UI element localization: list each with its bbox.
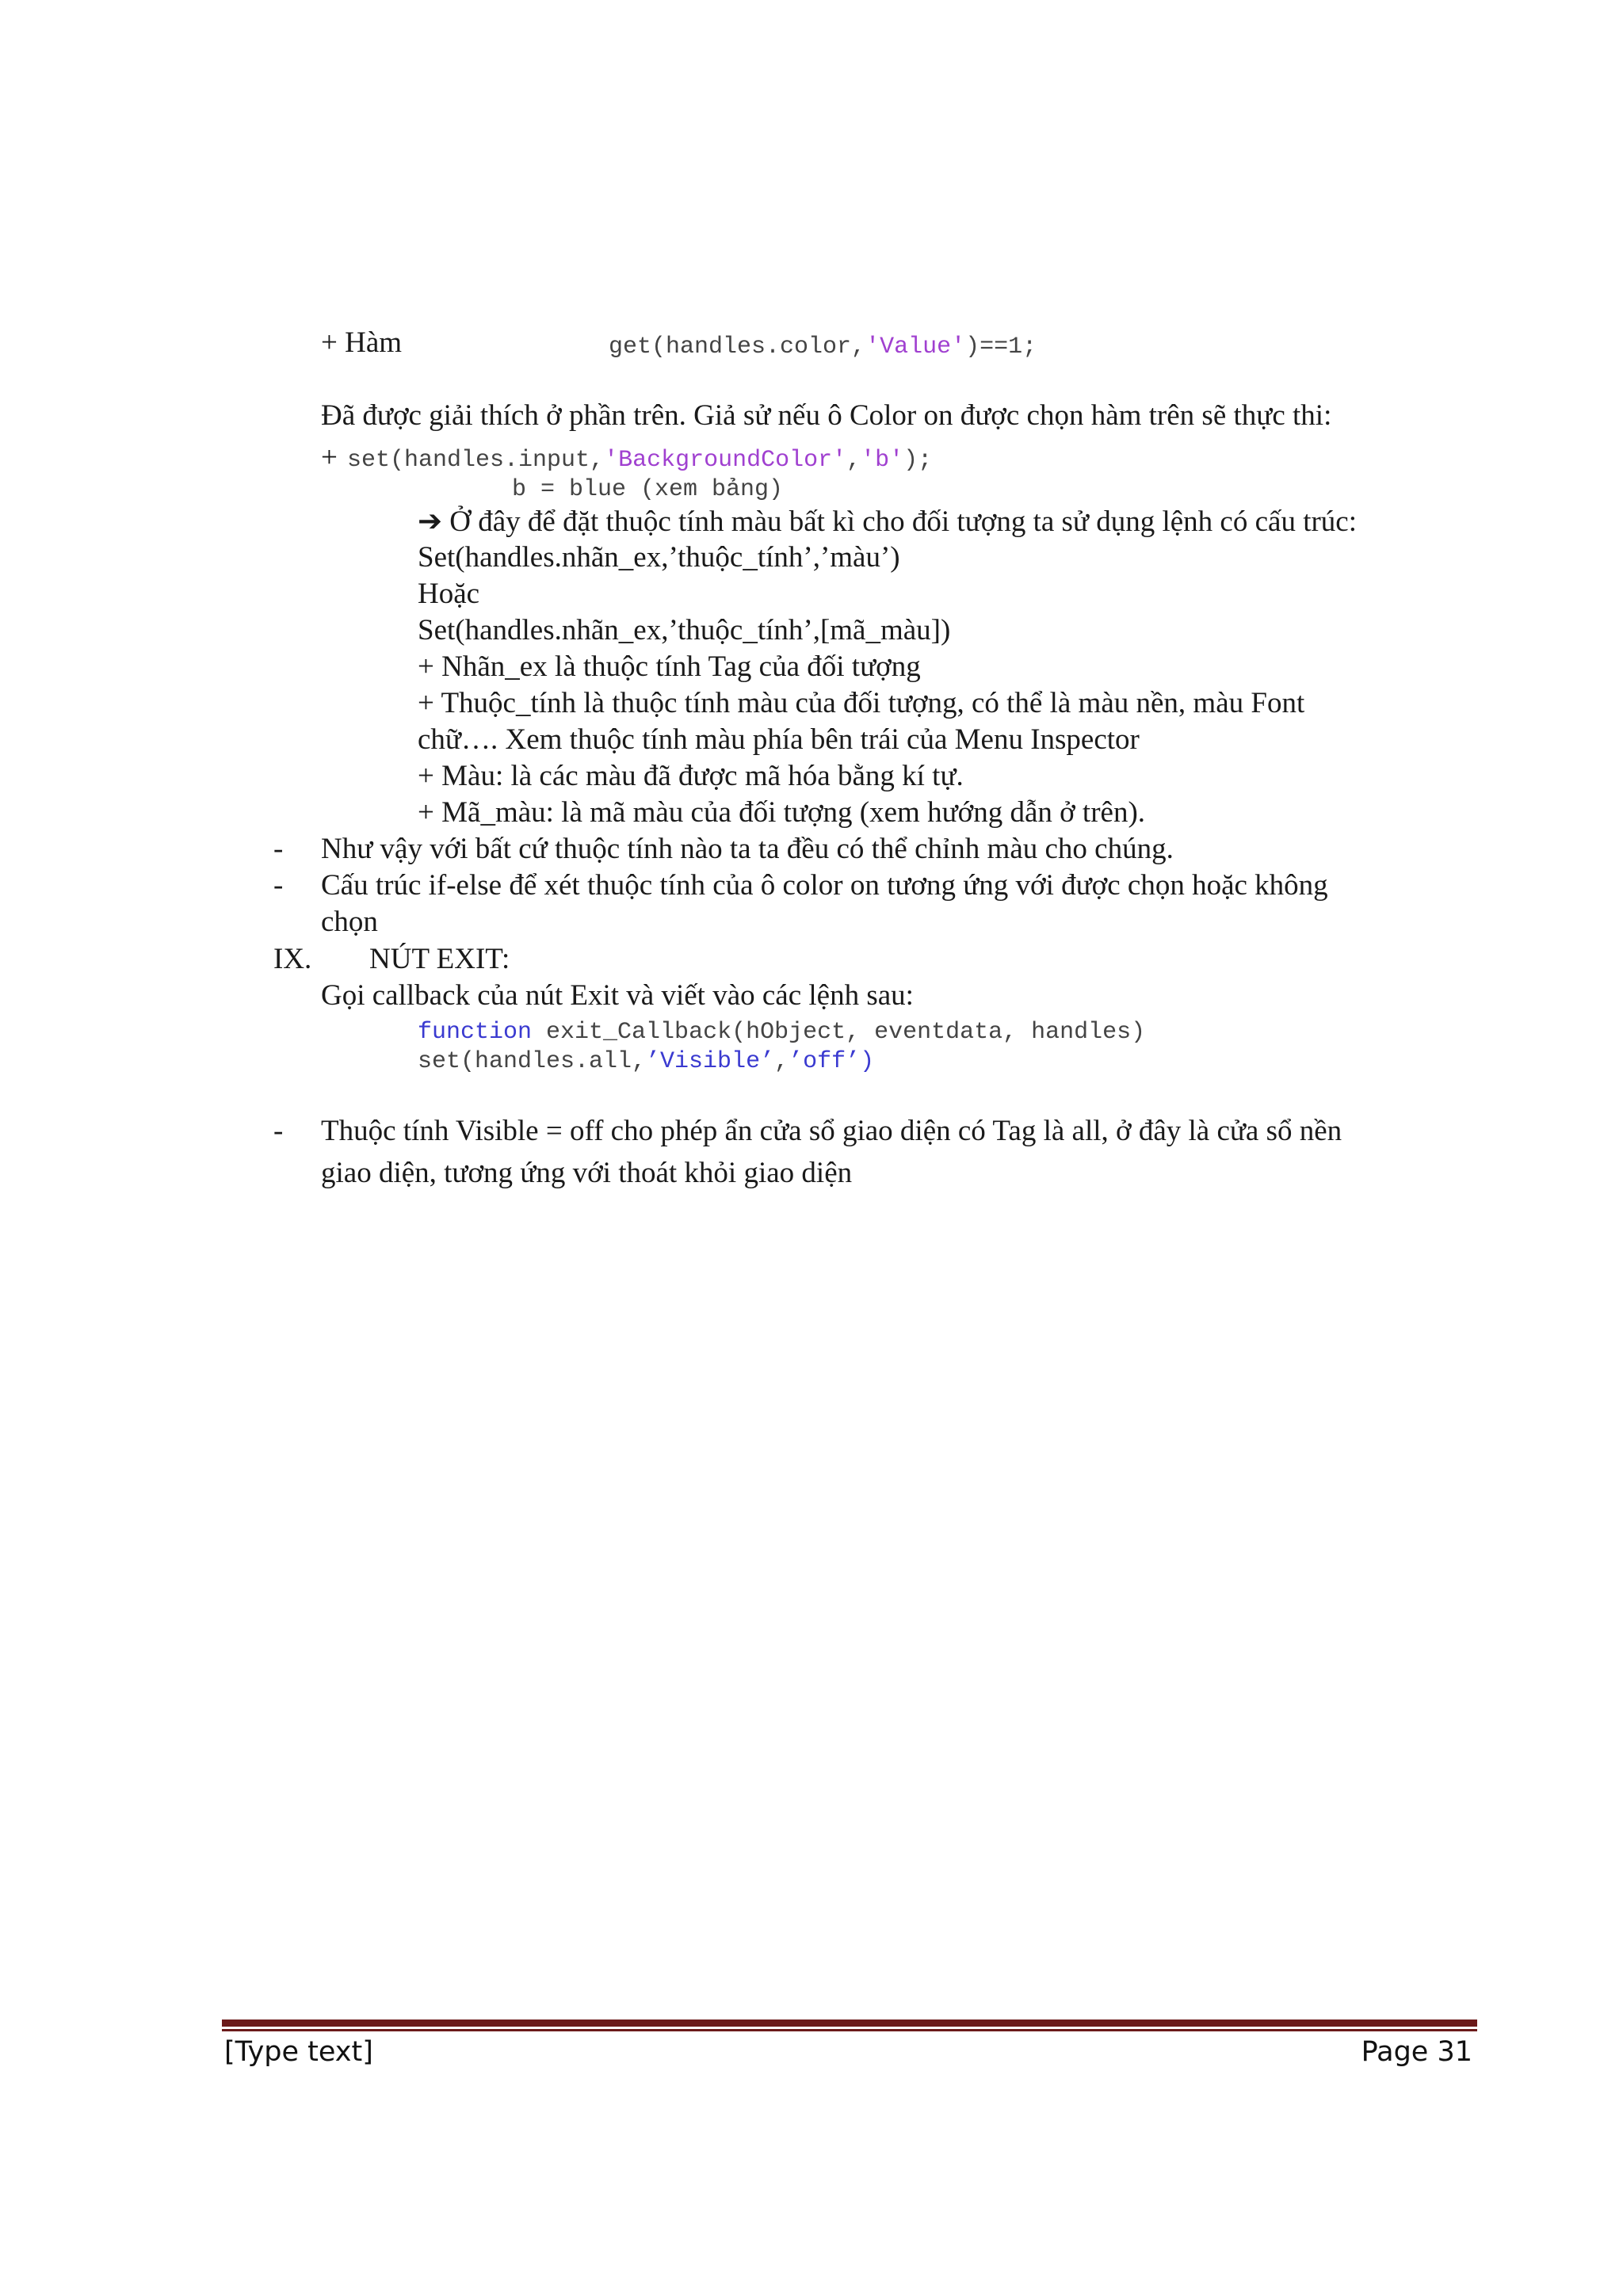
code-text: get(handles.color, — [609, 334, 866, 360]
arrow-icon: ➔ — [418, 504, 443, 538]
code-line-2 — [418, 1043, 874, 1080]
bullet-dash: - — [273, 833, 284, 865]
code-string: 'b' — [861, 447, 904, 474]
footer-rule-thin — [222, 2029, 1477, 2031]
code-string: ’Visible’ — [646, 1048, 775, 1075]
code-string: ’off’) — [789, 1048, 875, 1075]
arrow-text: Ở đây để đặt thuộc tính màu bất kì cho đối tượng ta sử dụng lệnh có cấu trúc: — [449, 505, 1358, 538]
syntax-2: Set(handles.nhãn_ex,’thuộc_tính’,[mã_màu]) — [418, 614, 951, 646]
callback-intro: Gọi callback của nút Exit và viết vào các lệnh sau: — [321, 979, 914, 1012]
param-color: + Màu: là các màu đã được mã hóa bằng kí tự. — [418, 760, 964, 792]
bullet-dash: - — [273, 869, 284, 902]
code-string: 'BackgroundColor' — [604, 447, 847, 474]
code-text: ); — [903, 447, 933, 474]
bullet-dash: - — [273, 1115, 284, 1147]
set-plus: + — [321, 441, 338, 474]
param-property-cont: chữ…. Xem thuộc tính màu phía bên trái của Menu Inspector — [418, 723, 1140, 756]
bullet-3-cont: giao diện, tương ứng với thoát khỏi giao diện — [321, 1157, 853, 1189]
ham-code — [609, 329, 1037, 365]
param-property: + Thuộc_tính là thuộc tính màu của đối tượng, có thể là màu nền, màu Font — [418, 687, 1305, 719]
footer-page-number: Page 31 — [1361, 2036, 1472, 2068]
bullet-2-cont: chọn — [321, 906, 378, 938]
blue-note: b = blue (xem bảng) — [512, 476, 784, 503]
bullet-3: Thuộc tính Visible = off cho phép ẩn cửa sổ giao diện có Tag là all, ở đây là cửa sổ nền — [321, 1115, 1342, 1147]
arrow-line — [418, 503, 1357, 540]
code-text: set(handles.all, — [418, 1048, 647, 1075]
section-title: NÚT EXIT: — [369, 943, 510, 975]
syntax-1: Set(handles.nhãn_ex,’thuộc_tính’,’màu’) — [418, 541, 900, 574]
code-text: )==1; — [965, 334, 1037, 360]
code-text: , — [774, 1048, 789, 1075]
param-tag: + Nhãn_ex là thuộc tính Tag của đối tượng — [418, 650, 921, 683]
code-string: 'Value' — [865, 334, 966, 360]
bullet-2: Cấu trúc if-else để xét thuộc tính của ô color on tương ứng với được chọn hoặc không — [321, 869, 1328, 902]
code-text: exit_Callback(hObject, eventdata, handles) — [532, 1019, 1146, 1046]
footer-rule-thick — [222, 2019, 1477, 2027]
footer-left-text: [Type text] — [224, 2036, 373, 2068]
code-keyword: function — [418, 1019, 533, 1046]
bullet-1: Như vậy với bất cứ thuộc tính nào ta ta đều có thể chỉnh màu cho chúng. — [321, 833, 1174, 865]
or-text: Hoặc — [418, 578, 480, 610]
param-color-code: + Mã_màu: là mã màu của đối tượng (xem hướng dẫn ở trên). — [418, 796, 1146, 829]
ham-label: + Hàm — [321, 326, 403, 359]
section-number: IX. — [273, 943, 312, 975]
code-text: set(handles.input, — [347, 447, 605, 474]
code-text: , — [846, 447, 861, 474]
explain-text: Đã được giải thích ở phần trên. Giả sử nếu ô Color on được chọn hàm trên sẽ thực thi: — [321, 399, 1332, 432]
